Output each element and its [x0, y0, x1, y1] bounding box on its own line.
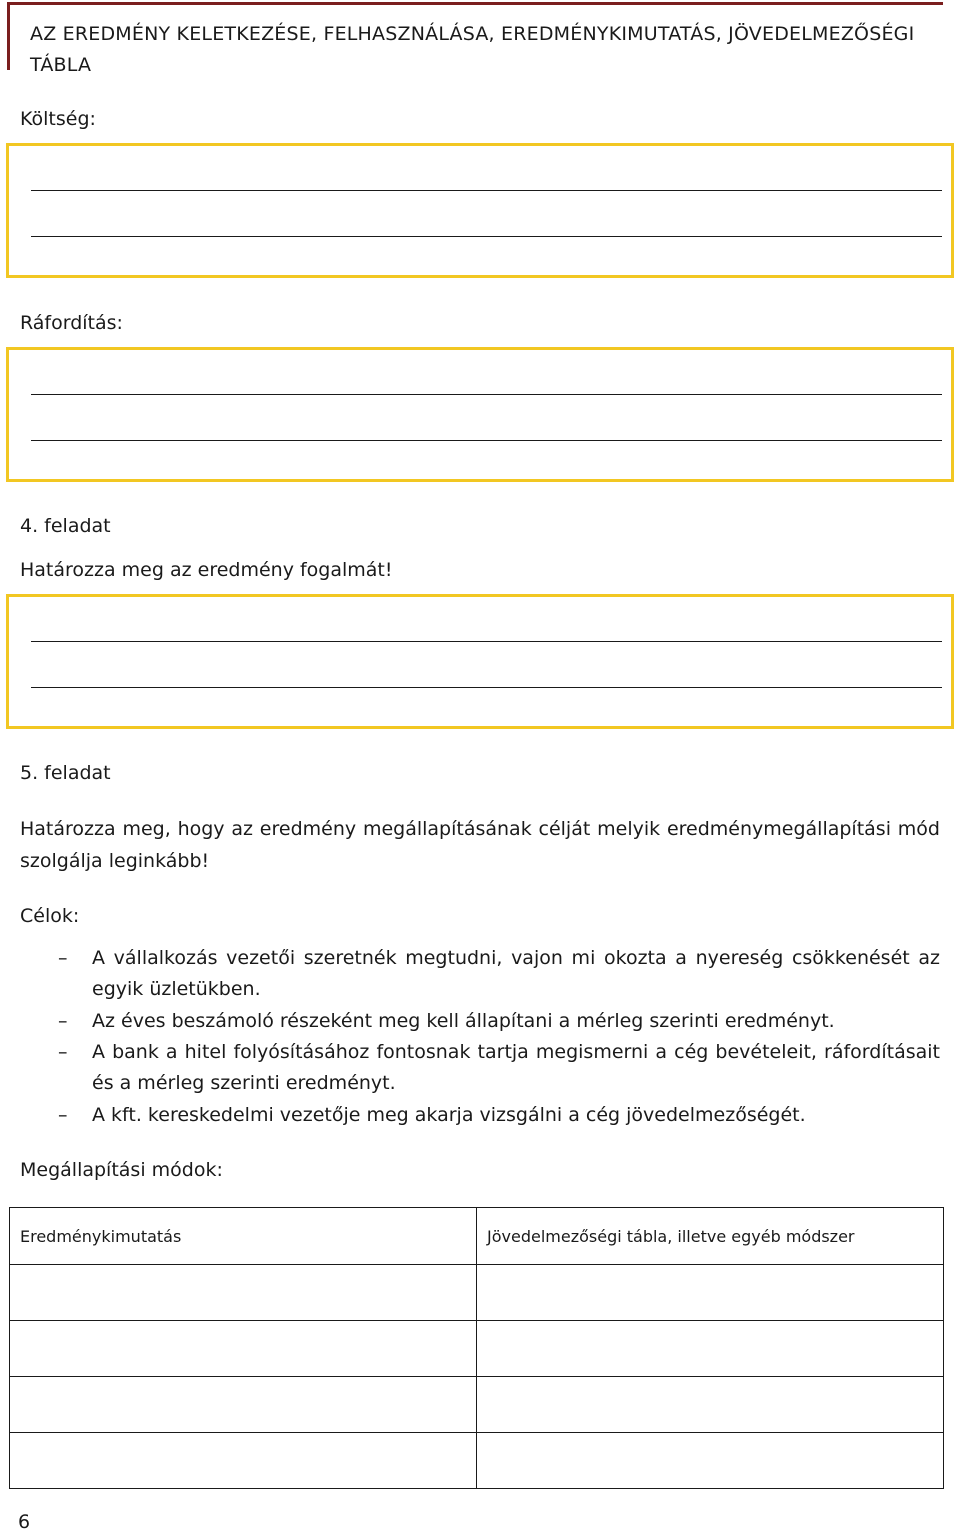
goal-text: A vállalkozás vezetői szeretnék megtudni, vajon mi okozta a nyereség csökkenését az egyik üzletükben. — [92, 947, 940, 1000]
chapter-title: AZ EREDMÉNY KELETKEZÉSE, FELHASZNÁLÁSA, EREDMÉNYKIMUTATÁS, JÖVEDELMEZŐSÉGI TÁBLA — [30, 23, 915, 76]
list-item — [58, 943, 940, 1005]
table-row — [10, 1433, 944, 1489]
table-row — [10, 1377, 944, 1433]
bullet-dash: – — [58, 947, 68, 969]
table-row — [10, 1321, 944, 1377]
bullet-dash: – — [58, 1104, 68, 1126]
table-cell[interactable] — [10, 1265, 477, 1321]
raforditas-answer-box[interactable] — [6, 347, 954, 482]
column-header-eredmenykimutatas: Eredménykimutatás — [10, 1208, 477, 1265]
list-item — [58, 1037, 940, 1099]
task4-number: 4. feladat — [20, 515, 111, 537]
answer-line[interactable] — [31, 394, 942, 395]
answer-line[interactable] — [31, 641, 942, 642]
list-item — [58, 1006, 940, 1037]
koltseg-answer-box[interactable] — [6, 143, 954, 278]
task4-answer-box[interactable] — [6, 594, 954, 729]
methods-table — [9, 1207, 944, 1489]
table-cell[interactable] — [477, 1321, 944, 1377]
page-header — [7, 2, 943, 76]
table-cell[interactable] — [10, 1377, 477, 1433]
table-cell[interactable] — [10, 1433, 477, 1489]
table-cell[interactable] — [477, 1433, 944, 1489]
task5-number: 5. feladat — [20, 762, 111, 784]
methods-label: Megállapítási módok: — [20, 1159, 223, 1181]
table-cell[interactable] — [477, 1265, 944, 1321]
goals-label: Célok: — [20, 905, 80, 927]
page-number: 6 — [18, 1511, 31, 1533]
bullet-dash: – — [58, 1010, 68, 1032]
task5-prompt: Határozza meg, hogy az eredmény megállapításának célját melyik eredménymegállapítási mód szolgálja leginkább! — [20, 818, 940, 872]
bullet-dash: – — [58, 1041, 68, 1063]
table-cell[interactable] — [10, 1321, 477, 1377]
answer-line[interactable] — [31, 236, 942, 237]
goal-text: Az éves beszámoló részeként meg kell állapítani a mérleg szerinti eredményt. — [92, 1010, 835, 1032]
koltseg-label: Költség: — [20, 108, 96, 130]
table-header-row — [10, 1208, 944, 1265]
column-header-jovedelmezosegi-tabla: Jövedelmezőségi tábla, illetve egyéb módszer — [477, 1208, 944, 1265]
task4-prompt: Határozza meg az eredmény fogalmát! — [20, 559, 393, 581]
table-cell[interactable] — [477, 1377, 944, 1433]
goal-text: A kft. kereskedelmi vezetője meg akarja vizsgálni a cég jövedelmezőségét. — [92, 1104, 806, 1126]
answer-line[interactable] — [31, 440, 942, 441]
answer-line[interactable] — [31, 190, 942, 191]
raforditas-label: Ráfordítás: — [20, 312, 123, 334]
goal-text: A bank a hitel folyósításához fontosnak tartja megismerni a cég bevételeit, ráfordításait és a mérleg szerinti eredményt. — [92, 1041, 940, 1094]
table-row — [10, 1265, 944, 1321]
list-item — [58, 1100, 940, 1131]
answer-line[interactable] — [31, 687, 942, 688]
